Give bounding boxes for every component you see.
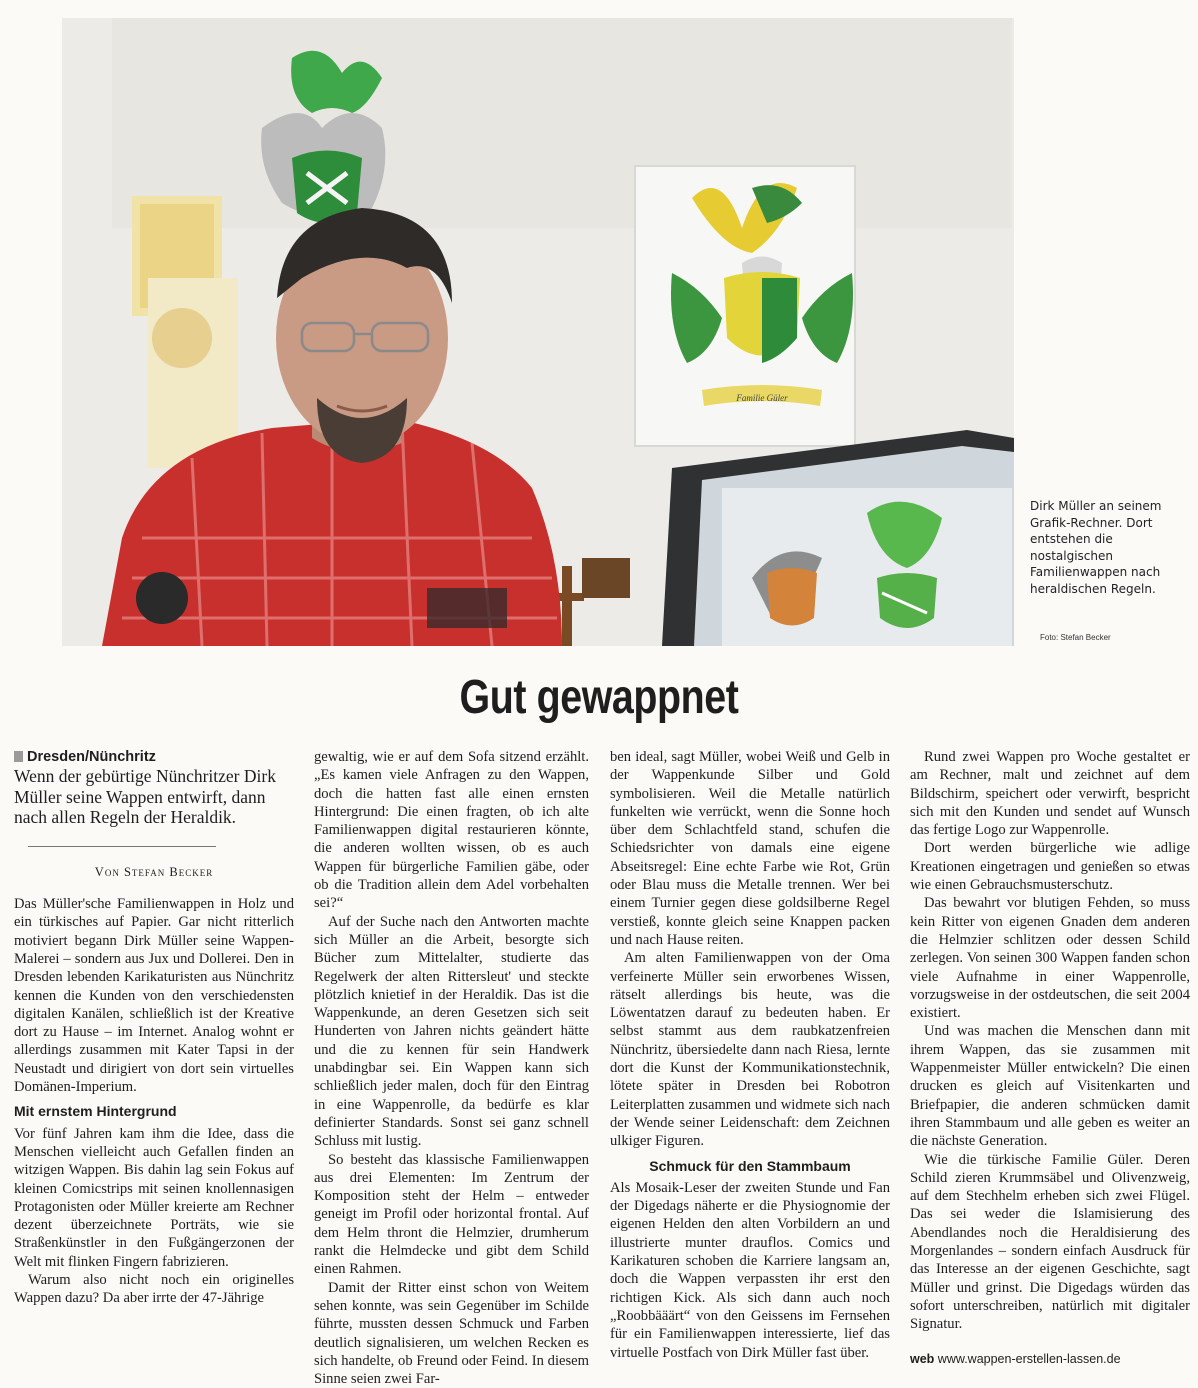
paragraph: gewaltig, wie er auf dem Sofa sitzend erzählt. „Es kamen viele Anfragen zu den Wappen, doch die hatten fast alle einen ernsten Hintergrund: Die einen fragten, ob ich alte Familienwappen digital restaurieren könnte, die anderen wollten wissen, ob es auch Wappen für bürgerliche Familien gäbe, oder ob die Tradition allein dem Adel vorbehalten sei?“ [314, 749, 589, 912]
paragraph: Vor fünf Jahren kam ihm die Idee, dass die Menschen vielleicht auch Gefallen finden an witzigen Wappen. Bis dahin lag sein Fokus auf kleinen Comicstrips mit seinen knollennasigen Protagonisten oder Müller kreierte am Rechner dezent überzeichnete Porträts, wie sie Straßenkünstler in den Fußgängerzonen der Welt mit flinken Fingern fabrizieren. [14, 1125, 294, 1270]
photo-credit: Foto: Stefan Becker [1040, 633, 1111, 642]
dateline: Dresden/Nünchritz [27, 749, 156, 765]
teaser: Wenn der gebürtige Nünchritzer Dirk Müller seine Wappen entwirft, dann nach allen Regeln der Heraldik. [14, 766, 276, 828]
paragraph: Das bewahrt vor blutigen Fehden, so muss kein Ritter von eigenen Gnaden dem anderen die Helmzier schlitzen oder dessen Schild zerlegen. Von seinen 300 Wappen fanden schon viele Aufnahme in einer Wappenrolle, vorzugsweise in der ostdeutschen, die seit 2004 existiert. [910, 895, 1190, 1022]
dateline-marker-icon [14, 751, 23, 762]
teaser-divider [28, 846, 216, 847]
subheading: Schmuck für den Stammbaum [649, 1157, 851, 1174]
web-url[interactable]: www.wappen-erstellen-lassen.de [937, 1351, 1121, 1366]
paragraph: Am alten Familienwappen von der Oma verfeinerte Müller sein erworbenes Wissen, rätselt allerdings bis heute, was die Löwentatzen darauf zu bedeuten haben. Er selbst stammt aus dem raubkatzenfreien Nünchritz, übersiedelte dann nach Riesa, lernte dort die Kunst der Kommunikationstechnik, lötete später in Dresden bei Robotron Leiterplatten zusammen und widmete sich nach der Wende seiner Leidenschaft: dem Zeichnen ulkiger Figuren. [610, 950, 890, 1150]
subheading: Mit ernstem Hintergrund [14, 1103, 177, 1120]
web-reference [910, 1350, 1190, 1368]
column-1 [14, 748, 294, 1308]
paragraph: So besteht das klassische Familienwappen aus drei Elementen: Im Zentrum der Komposition steht der Helm – entweder geneigt im Profil oder horizontal frontal. Auf dem Helm thront die Helmzier, drumherum rankt die Helmdecke und gibt dem Schild einen Rahmen. [314, 1151, 589, 1278]
column-4 [910, 748, 1190, 1368]
crucifix [562, 566, 572, 646]
paragraph: Das Müller'sche Familienwappen in Holz und ein türkisches auf Papier. Gar nicht ritterlich motiviert begann Dirk Müller seine Wappen-Malerei – sondern aus Jux und Dollerei. Den in Dresden lebenden Karikaturisten aus Nünchritz kennen die Kunden von den verschiedensten digitalen Kanälen, schließlich ist der Kreative dort zu Hause – im Internet. Analog wohnt er allerdings zusammen mit Kater Tapsi in der Neustadt und dirigiert von dort sein virtuelles Domänen-Imperium. [14, 896, 294, 1096]
paragraph: Auf der Suche nach den Antworten machte sich Müller an die Arbeit, besorgte sich Bücher zum Mittelalter, studierte das Regelwerk der alten Rittersleut' und steckte plötzlich knietief in der Heraldik. Das ist die Wappenkunde, an deren Gesetzen sich seit Hunderten von Jahren nichts geändert hätte und die zu kennen für sein Handwerk unabdingbar sei. Ein Wappen kann sich schließlich jeder malen, doch für den Eintrag in eine Wappenrolle, da bedürfe es klar definierter Standards. Sonst sei ganz schnell Schluss mit lustig. [314, 913, 589, 1150]
column-2 [314, 748, 589, 1388]
author-byline: Von Stefan Becker [94, 864, 214, 879]
paragraph: Als Mosaik-Leser der zweiten Stunde und Fan der Digedags näherte er die Physiognomie der eigenen Helden den alten Vorbildern an und illustrierte munter drauflos. Comics und Karikaturen schoben die Karriere langsam an, doch die Wappen verpassten ihr erst den richtigen Kick. Als sich dann auch noch „Roobbääärt“ von den Geissens im Fernsehen für ein Familienwappen interessierte, lief das virtuelle Postfach von Dirk Müller fast über. [610, 1179, 890, 1361]
paragraph: Warum also nicht noch ein originelles Wappen dazu? Da aber irrte der 47-Jährige [14, 1272, 294, 1307]
paragraph: Damit der Ritter einst schon von Weitem sehen konnte, was sein Gegenüber im Schilde führte, mussten dessen Schmuck und Farben deutlich signalisieren, um welchen Recken es sich handelte, ob Freund oder Feind. In diesem Sinne seien zwei Far- [314, 1279, 589, 1388]
photo-caption: Dirk Müller an seinem Grafik-Rechner. Dort entstehen die nostalgischen Familienwappen nach heraldischen Regeln. [1030, 499, 1162, 596]
article-photo [62, 18, 1014, 646]
paragraph: Wie die türkische Familie Güler. Deren Schild zieren Krummsäbel und Olivenzweig, auf dem Stechhelm erheben sich zwei Flügel. Das sei weder die Islamisierung des Abendlandes noch die Heraldisierung des Morgenlandes – sondern einfach Ausdruck für das Interesse an der eigenen Geschichte, sagt Müller und grinst. Die Digedags würden das sofort unterschreiben, natürlich mit digitaler Signatur. [910, 1151, 1190, 1333]
headline: Gut gewappnet [459, 671, 739, 724]
paragraph: Und was machen die Menschen dann mit ihrem Wappen, das sie zusammen mit Wappenmeister Müller entwickeln? Die einen drucken es gleich auf Visitenkarten und Briefpapier, die anderen schmücken damit ihren Stammbaum und alle geben es weiter an die nächste Generation. [910, 1023, 1190, 1150]
paragraph: Rund zwei Wappen pro Woche gestaltet er am Rechner, malt und zeichnet auf dem Bildschirm, speichert oder verwirft, bespricht sich mit den Kunden und sendet auf Wunsch das fertige Logo zur Wappenrolle. [910, 749, 1190, 839]
paragraph: Dort werden bürgerliche wie adlige Kreationen eingetragen und genießen so etwas wie einen Gebrauchsmusterschutz. [910, 840, 1190, 894]
wall-map-lower [148, 278, 238, 468]
column-3 [610, 748, 890, 1362]
paragraph: ben ideal, sagt Müller, wobei Weiß und Gelb in der Wappenkunde Silber und Gold symbolisieren. Weil die Metalle natürlich funkelten wie verrückt, wenn die Sonne hoch über dem Schlachtfeld stand, schufen die Schiedsrichter von damals eine eigene Abseitsregel: Eine echte Farbe wie Rot, Grün oder Blau muss die Metalle trennen. Wer bei einem Turnier gegen diese goldsilberne Regel verstieß, konnte gleich seine Knappen packen und nach Hause reiten. [610, 749, 890, 948]
web-label: web [910, 1351, 935, 1366]
photo-illustration [62, 18, 1014, 646]
ribbon-text: Familie Güler [736, 393, 788, 403]
